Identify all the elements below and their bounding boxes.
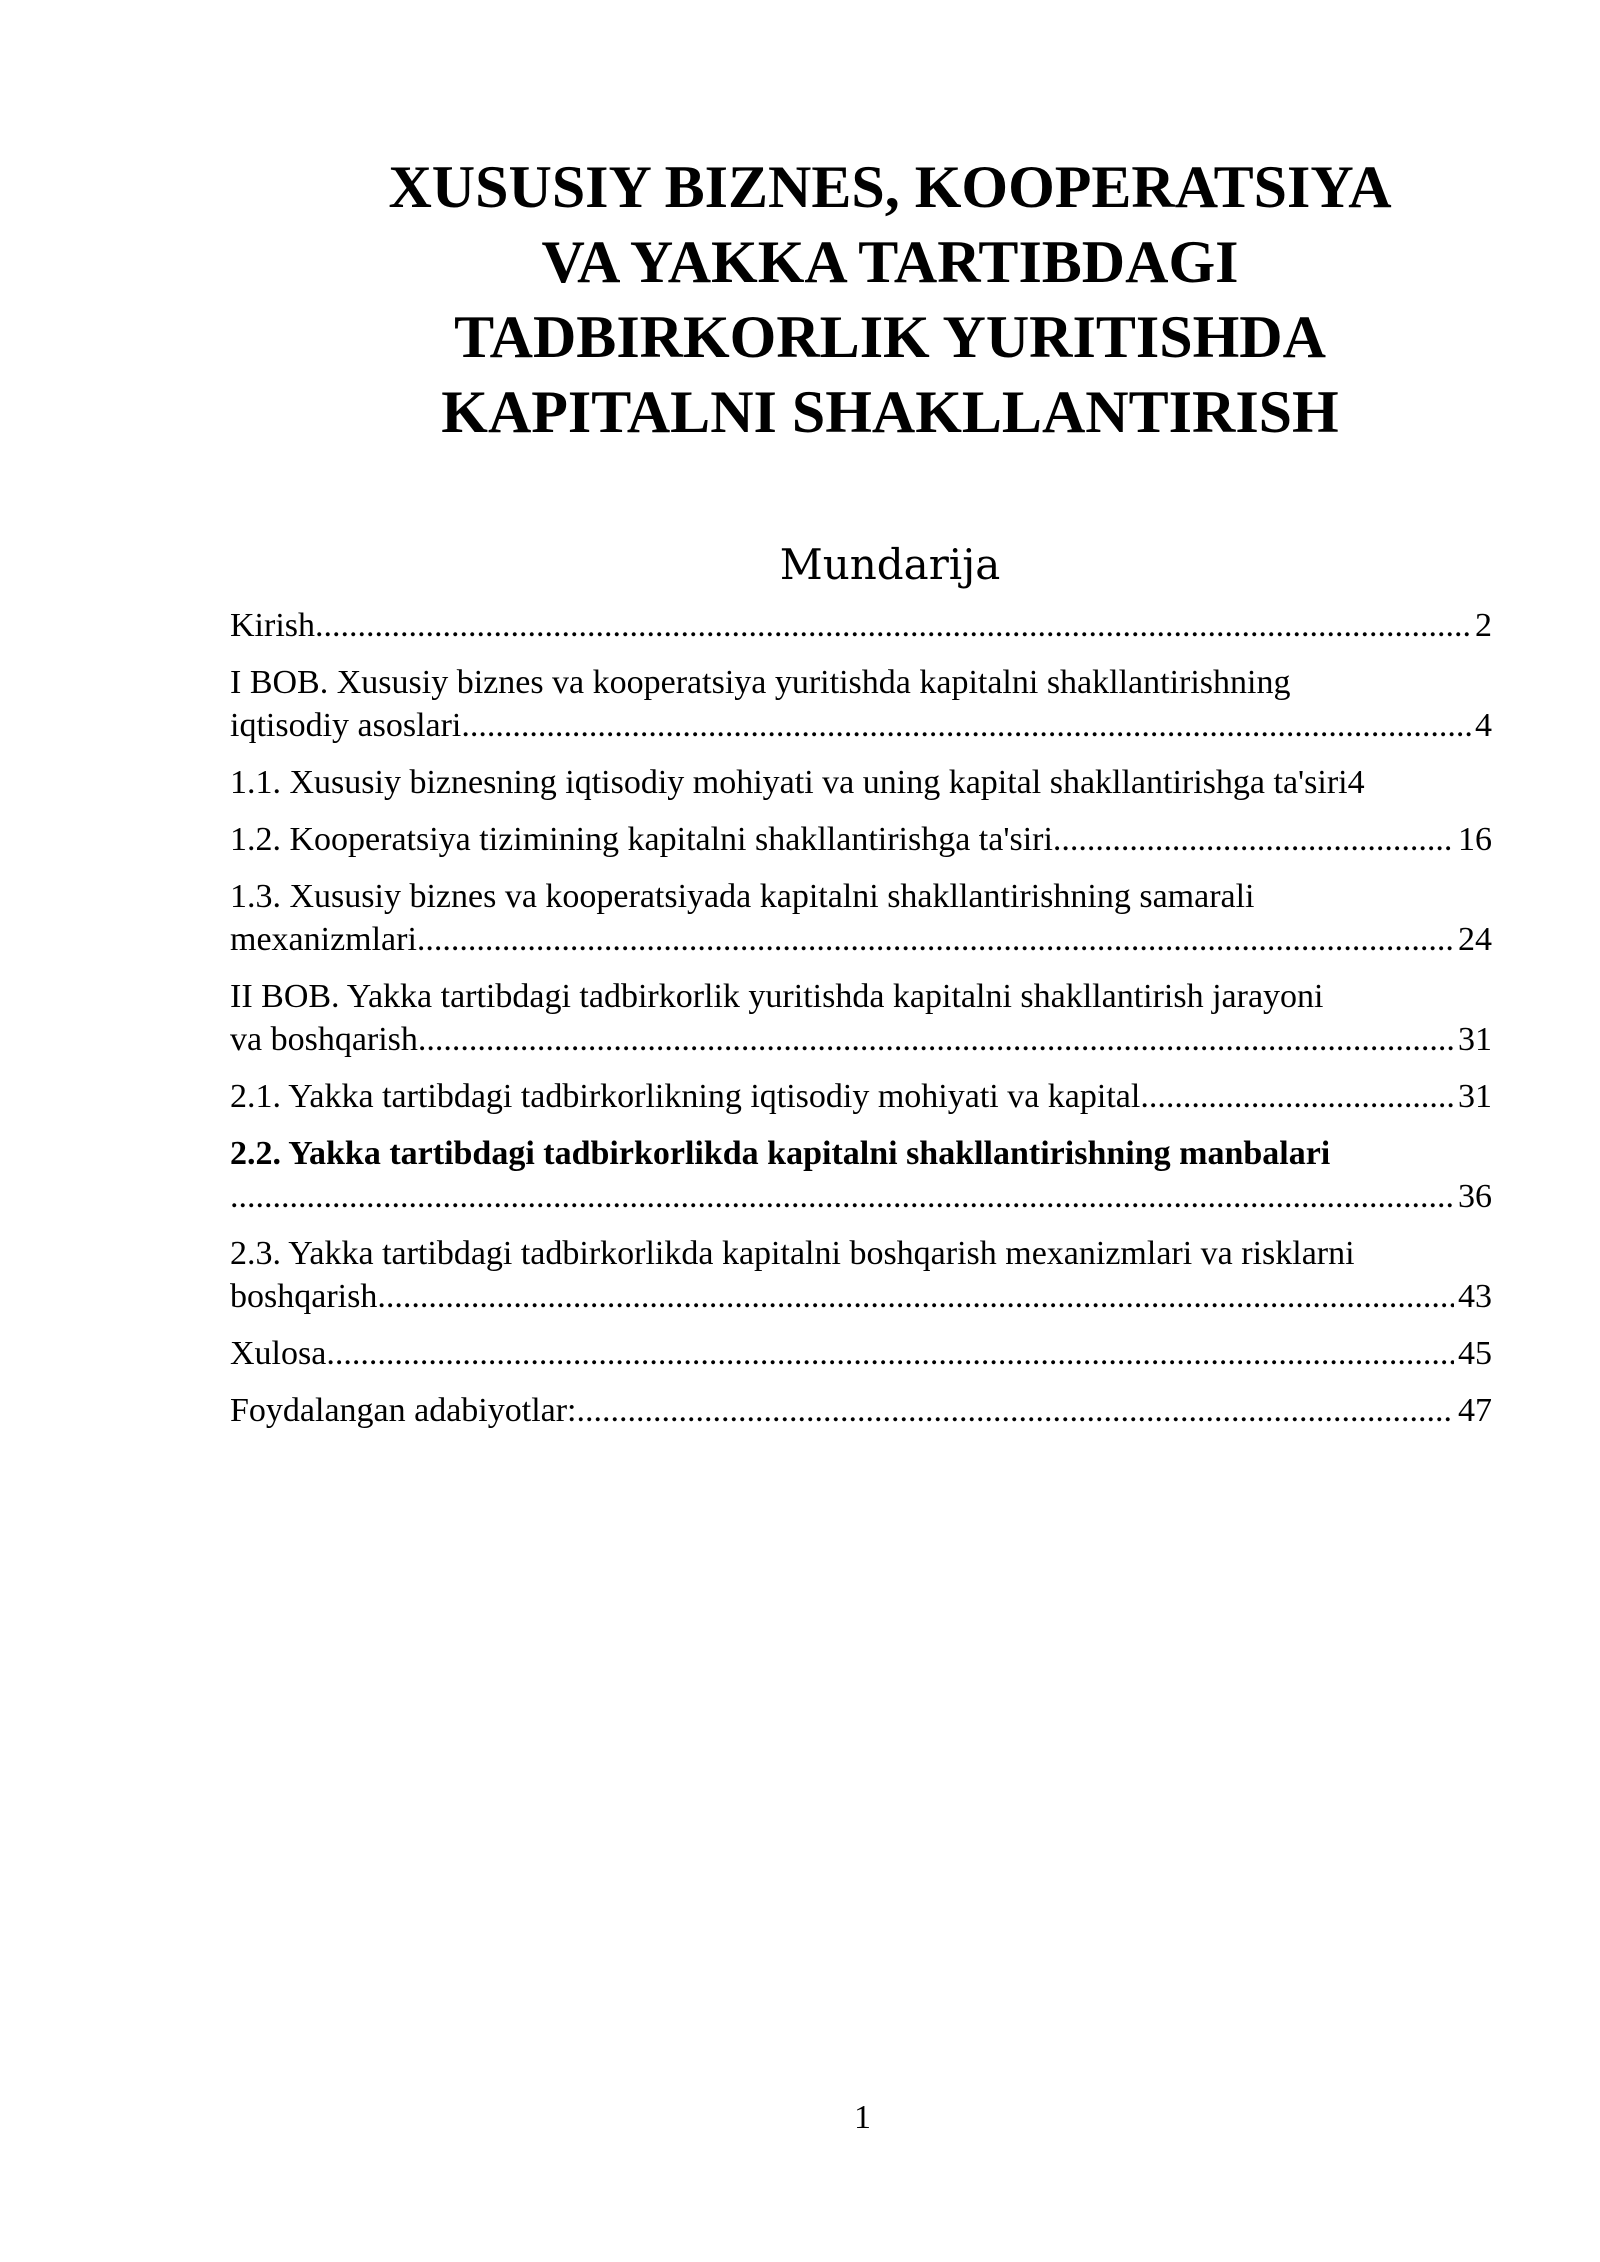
toc-entry-title: 1.1. Xususiy biznesning iqtisodiy mohiyati va uning kapital shakllantirishga ta'siri bbox=[230, 764, 1348, 801]
page-number: 1 bbox=[854, 2099, 871, 2136]
toc-page-number: 16 bbox=[1458, 821, 1492, 858]
document-title bbox=[300, 150, 1480, 450]
toc-entry-adabiyotlar[interactable] bbox=[230, 1389, 1492, 1432]
toc-dot-leader bbox=[230, 1175, 1454, 1218]
toc-dot-leader bbox=[577, 1389, 1454, 1432]
toc-entry-title-line: 2.2. Yakka tartibdagi tadbirkorlikda kapitalni shakllantirishning manbalari bbox=[230, 1135, 1331, 1172]
toc-dot-leader bbox=[1053, 818, 1454, 861]
toc-dot-leader bbox=[315, 604, 1471, 647]
toc-entry-title: 2.1. Yakka tartibdagi tadbirkorlikning iqtisodiy mohiyati va kapital bbox=[230, 1078, 1141, 1115]
toc-entry-title: Foydalangan adabiyotlar: bbox=[230, 1392, 577, 1429]
title-line-4: KAPITALNI SHAKLLANTIRISH bbox=[441, 379, 1339, 445]
toc-page-number: 24 bbox=[1458, 921, 1492, 958]
toc-entry-title: va boshqarish bbox=[230, 1021, 418, 1058]
toc-dot-leader bbox=[417, 918, 1454, 961]
toc-entry-title: boshqarish bbox=[230, 1278, 378, 1315]
toc-entry-title-line: I BOB. Xususiy biznes va kooperatsiya yuritishda kapitalni shakllantirishning bbox=[230, 664, 1291, 701]
toc-entry-xulosa[interactable] bbox=[230, 1332, 1492, 1375]
toc-entry-kirish[interactable] bbox=[230, 604, 1492, 647]
toc-entry-title: Kirish bbox=[230, 607, 315, 644]
toc-dot-leader bbox=[418, 1018, 1454, 1061]
title-line-1: XUSUSIY BIZNES, KOOPERATSIYA bbox=[388, 154, 1392, 220]
toc-entry-title: Xulosa bbox=[230, 1335, 327, 1372]
toc-entry-2-1[interactable] bbox=[230, 1075, 1492, 1118]
toc-page-number: 4 bbox=[1347, 764, 1365, 801]
toc-page-number: 36 bbox=[1458, 1178, 1492, 1215]
toc-entry-chapter-2[interactable] bbox=[230, 975, 1492, 1061]
toc-page-number: 31 bbox=[1458, 1021, 1492, 1058]
title-line-3: TADBIRKORLIK YURITISHDA bbox=[454, 304, 1326, 370]
toc-entry-1-2[interactable] bbox=[230, 818, 1492, 861]
toc-entry-2-3[interactable] bbox=[230, 1232, 1492, 1318]
toc-dot-leader bbox=[1140, 1075, 1454, 1118]
table-of-contents bbox=[230, 604, 1492, 1446]
toc-entry-title-line: 1.3. Xususiy biznes va kooperatsiyada kapitalni shakllantirishning samarali bbox=[230, 878, 1255, 915]
toc-entry-title: mexanizmlari bbox=[230, 921, 417, 958]
toc-dot-leader bbox=[461, 704, 1471, 747]
toc-entry-chapter-1[interactable] bbox=[230, 661, 1492, 747]
toc-entry-1-3[interactable] bbox=[230, 875, 1492, 961]
toc-entry-title: iqtisodiy asoslari bbox=[230, 707, 462, 744]
toc-heading: Mundarija bbox=[779, 540, 1001, 589]
toc-entry-title-line: II BOB. Yakka tartibdagi tadbirkorlik yuritishda kapitalni shakllantirish jarayoni bbox=[230, 978, 1324, 1015]
toc-entry-title: 1.2. Kooperatsiya tizimining kapitalni shakllantirishga ta'siri bbox=[230, 821, 1053, 858]
toc-page-number: 45 bbox=[1458, 1335, 1492, 1372]
toc-page-number: 47 bbox=[1458, 1392, 1492, 1429]
title-line-2: VA YAKKA TARTIBDAGI bbox=[541, 229, 1239, 295]
toc-page-number: 2 bbox=[1475, 607, 1492, 644]
toc-page-number: 4 bbox=[1475, 707, 1492, 744]
toc-entry-title-line: 2.3. Yakka tartibdagi tadbirkorlikda kapitalni boshqarish mexanizmlari va risklarni bbox=[230, 1235, 1355, 1272]
toc-dot-leader bbox=[326, 1332, 1454, 1375]
toc-page-number: 31 bbox=[1458, 1078, 1492, 1115]
toc-dot-leader bbox=[377, 1275, 1454, 1318]
toc-entry-1-1[interactable] bbox=[230, 761, 1492, 804]
toc-entry-2-2[interactable] bbox=[230, 1132, 1492, 1218]
toc-page-number: 43 bbox=[1458, 1278, 1492, 1315]
